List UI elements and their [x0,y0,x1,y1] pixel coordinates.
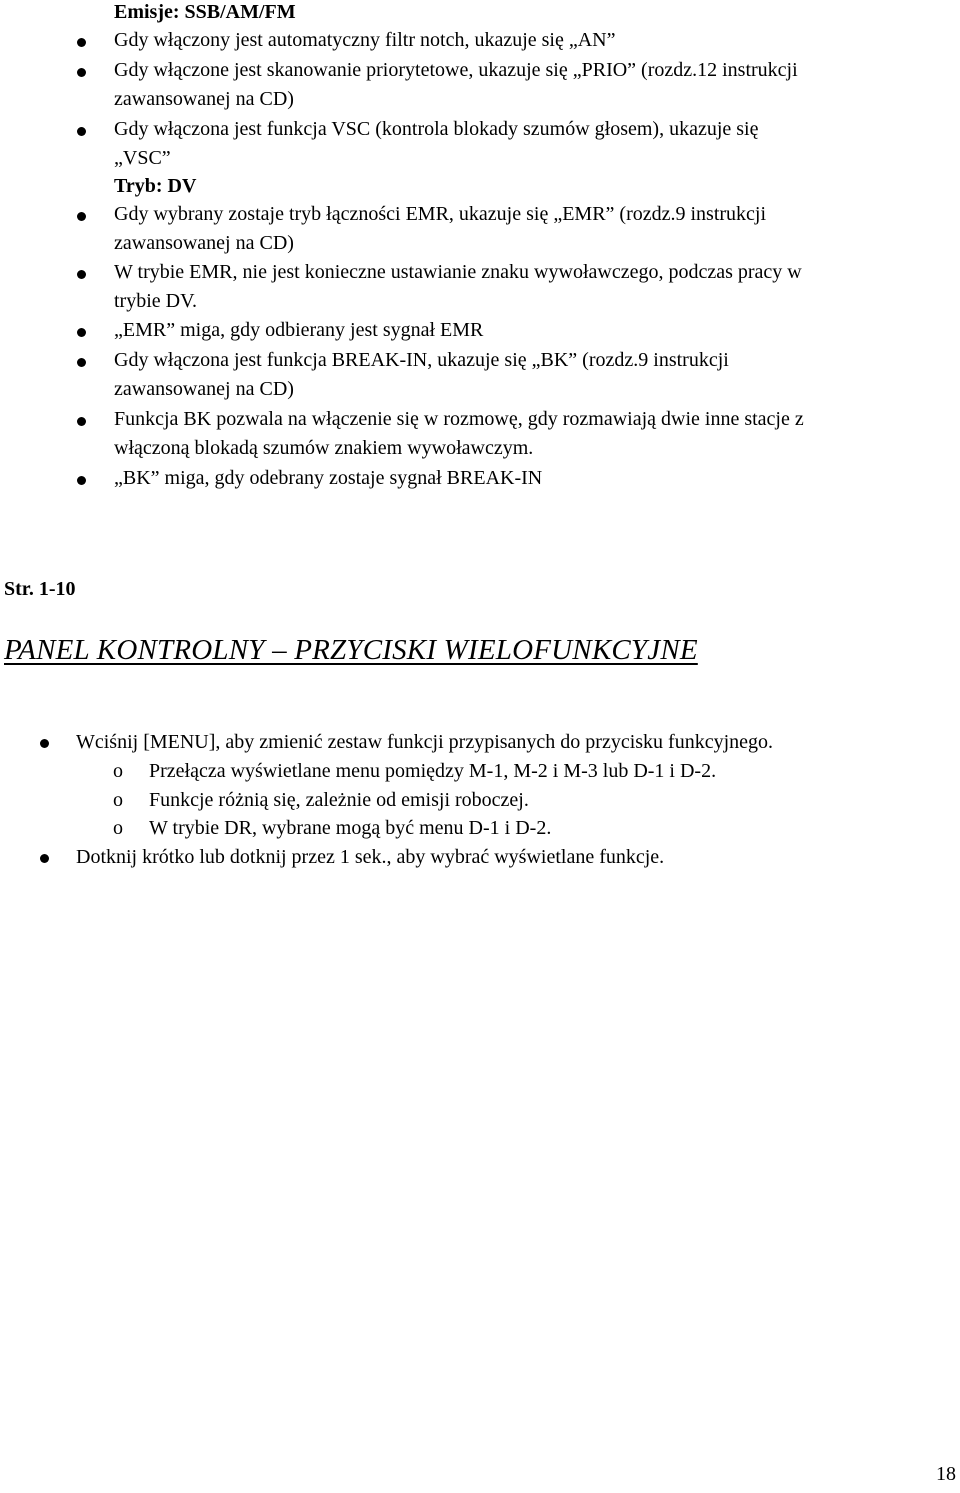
bullet-dot-icon [40,739,49,748]
list-item-text: Dotknij krótko lub dotknij przez 1 sek., aby wybrać wyświetlane funkcje. [76,846,665,868]
list-item-text: „BK” miga, gdy odebrany zostaje sygnał BREAK-IN [114,467,543,489]
list-item-text: W trybie EMR, nie jest konieczne ustawianie znaku wywoławczego, podczas pracy w trybie DV. [114,261,802,312]
page-reference: Str. 1-10 [4,578,76,600]
bullet-dot-icon [77,358,86,367]
bullet-dot-icon [77,127,86,136]
list-item-text: Gdy włączona jest funkcja BREAK-IN, ukazuje się „BK” (rozdz.9 instrukcji zawansowanej na CD) [114,349,729,400]
bullet-dot-icon [40,854,49,863]
circle-marker-icon: o [113,789,123,811]
list-item-text: Funkcja BK pozwala na włączenie się w rozmowę, gdy rozmawiają dwie inne stacje z włączoną blokadą szumów znakiem wywoławczym. [114,408,804,459]
bullet-dot-icon [77,270,86,279]
list-item-text: Gdy włączony jest automatyczny filtr notch, ukazuje się „AN” [114,29,616,51]
sub-list-item-text: Funkcje różnią się, zależnie od emisji roboczej. [149,789,529,811]
list-item-text: Gdy włączone jest skanowanie priorytetowe, ukazuje się „PRIO” (rozdz.12 instrukcji zawansowanej na CD) [114,59,798,110]
list-item-text: Gdy włączona jest funkcja VSC (kontrola blokady szumów głosem), ukazuje się „VSC” [114,118,759,169]
page-title: PANEL KONTROLNY – PRZYCISKI WIELOFUNKCYJNE [4,634,698,666]
bullet-dot-icon [77,212,86,221]
bullet-dot-icon [77,476,86,485]
circle-marker-icon: o [113,760,123,782]
bullet-dot-icon [77,328,86,337]
list-item-text: Wciśnij [MENU], aby zmienić zestaw funkcji przypisanych do przycisku funkcyjnego. [76,731,774,753]
heading-ssb: Emisje: SSB/AM/FM [114,1,296,23]
list-item-text: „EMR” miga, gdy odbierany jest sygnał EMR [114,319,484,341]
sub-list-item-text: Przełącza wyświetlane menu pomiędzy M-1, M-2 i M-3 lub D-1 i D-2. [149,760,717,782]
list-item-text: Gdy wybrany zostaje tryb łączności EMR, ukazuje się „EMR” (rozdz.9 instrukcji zawansowanej na CD) [114,203,767,254]
page-number: 18 [936,1463,956,1485]
sub-list-item-text: W trybie DR, wybrane mogą być menu D-1 i D-2. [149,817,552,839]
bullet-dot-icon [77,38,86,47]
bullet-dot-icon [77,68,86,77]
bullet-dot-icon [77,417,86,426]
heading-dv: Tryb: DV [114,175,197,197]
circle-marker-icon: o [113,817,123,839]
